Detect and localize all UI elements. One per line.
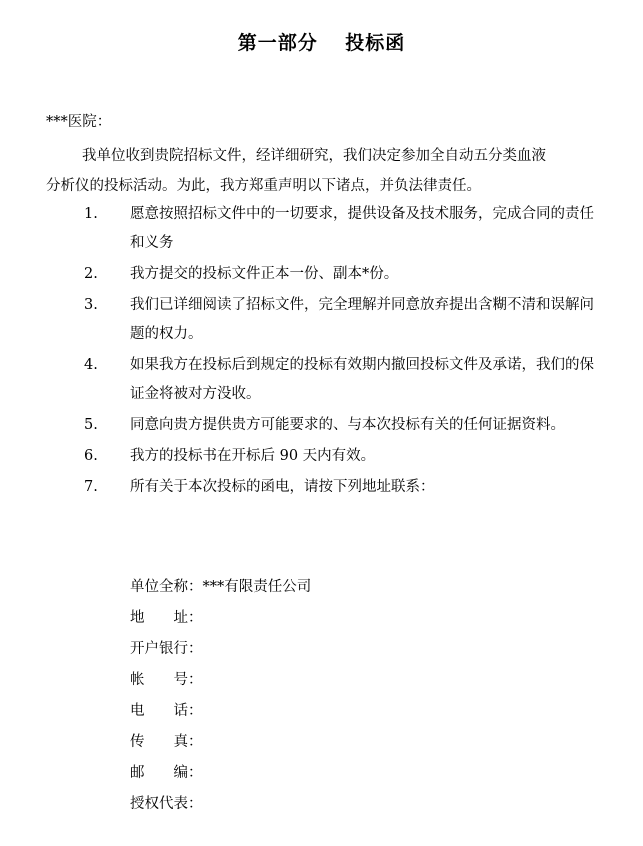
- item-text: 我方的投标书在开标后 90 天内有效。: [130, 448, 376, 464]
- list-item: [46, 411, 602, 440]
- item-number: 2.: [84, 266, 98, 282]
- salutation: ***医院：: [46, 114, 112, 130]
- list-item: [46, 351, 602, 409]
- item-text: 愿意按照招标文件中的一切要求，提供设备及技术服务，完成合同的责任和义务: [130, 206, 594, 251]
- intro-paragraph: [46, 141, 602, 201]
- contact-fax: 传 真：: [130, 734, 203, 750]
- item-text: 同意向贵方提供贵方可能要求的、与本次投标有关的任何证据资料。: [130, 417, 565, 433]
- contact-block: [130, 572, 311, 820]
- list-item: [46, 200, 602, 258]
- contact-company: 单位全称：***有限责任公司: [130, 579, 312, 595]
- item-text: 我们已详细阅读了招标文件，完全理解并同意放弃提出含糊不清和误解问题的权力。: [130, 297, 594, 342]
- list-item: [46, 260, 602, 289]
- list-item: [46, 442, 602, 471]
- list-item: [46, 473, 602, 502]
- item-number: 4.: [84, 357, 98, 373]
- document-title: 第一部分 投标函: [237, 32, 406, 54]
- contact-postcode: 邮 编：: [130, 765, 203, 781]
- item-number: 1.: [84, 206, 98, 222]
- contact-phone: 电 话：: [130, 703, 203, 719]
- item-text: 所有关于本次投标的函电，请按下列地址联系：: [130, 479, 435, 495]
- contact-representative: 授权代表：: [130, 796, 203, 812]
- item-number: 7.: [84, 479, 98, 495]
- item-number: 6.: [84, 448, 98, 464]
- intro-line-2: 分析仪的投标活动。为此，我方郑重声明以下诸点，并负法律责任。: [46, 178, 481, 194]
- list-item: [46, 291, 602, 349]
- contact-address: 地 址：: [130, 610, 203, 626]
- contact-account: 帐 号：: [130, 672, 203, 688]
- item-number: 5.: [84, 417, 98, 433]
- contact-bank: 开户银行：: [130, 641, 203, 657]
- intro-line-1: 我单位收到贵院招标文件，经详细研究，我们决定参加全自动五分类血液: [82, 148, 546, 164]
- item-number: 3.: [84, 297, 98, 313]
- declaration-list: [46, 200, 602, 502]
- item-text: 我方提交的投标文件正本一份、副本*份。: [130, 266, 399, 282]
- item-text: 如果我方在投标后到规定的投标有效期内撤回投标文件及承诺，我们的保证金将被对方没收。: [130, 357, 594, 402]
